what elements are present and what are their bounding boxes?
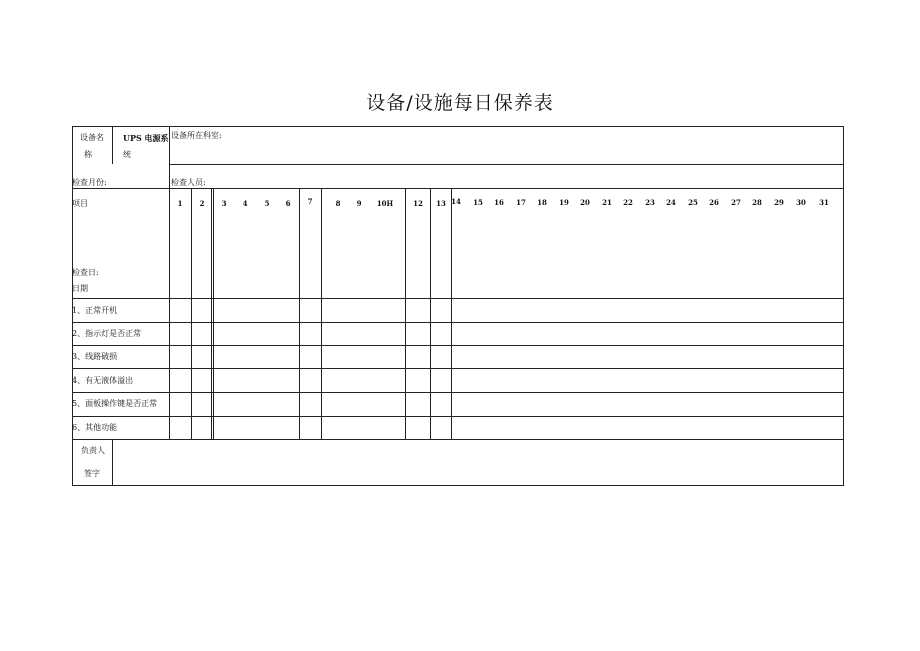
day-number: 30	[796, 198, 806, 207]
header-divider	[169, 164, 844, 165]
day-number: 12	[413, 199, 423, 208]
day-number: 10H	[376, 199, 394, 208]
day-number: 20	[580, 198, 590, 207]
day-col-line	[321, 188, 322, 440]
item-label-row: 2、指示灯是否正常	[72, 329, 142, 338]
sign-label-2: 签字	[84, 469, 100, 478]
day-number: 3	[221, 199, 227, 208]
item-label-row: 1、正常开机	[72, 306, 118, 315]
sign-label: 负责人	[81, 446, 105, 455]
day-col-line	[299, 188, 300, 440]
day-number: 28	[752, 198, 762, 207]
row-line	[72, 368, 844, 369]
day-number: 2	[199, 199, 205, 208]
day-number: 5	[264, 199, 270, 208]
day-number: 1	[177, 199, 183, 208]
day-col-line	[191, 188, 192, 440]
day-number: 8	[335, 199, 341, 208]
table-border-right	[843, 126, 844, 486]
signature-field[interactable]	[112, 447, 843, 485]
row-line	[72, 439, 844, 440]
day-number: 21	[602, 198, 612, 207]
day-number: 9	[356, 199, 362, 208]
date-label-2: 日期	[72, 284, 88, 293]
table-border-bottom	[72, 485, 844, 486]
date-label: 检查日:	[72, 268, 99, 277]
day-col-line	[451, 188, 452, 440]
day-number: 7	[307, 197, 313, 206]
page-title: 设备/设施每日保养表	[366, 92, 554, 114]
day-number: 16	[494, 198, 504, 207]
day-number: 15	[473, 198, 483, 207]
days-top	[169, 188, 844, 189]
day-number: 6	[285, 199, 291, 208]
row-line	[72, 392, 844, 393]
day-number: 23	[645, 198, 655, 207]
day-number: 14	[451, 197, 461, 206]
item-label-row: 3、线路破损	[72, 352, 118, 361]
item-label-row: 5、面板操作键是否正常	[72, 399, 158, 408]
item-label-row: 6、其他功能	[72, 423, 118, 432]
day-col-line	[213, 188, 214, 440]
day-col-line	[405, 188, 406, 440]
day-number: 19	[559, 198, 569, 207]
device-name-label-cont: 称	[84, 150, 92, 159]
row-line	[72, 416, 844, 417]
item-label-row: 4、有无液体溢出	[72, 376, 134, 385]
maintenance-table	[72, 126, 844, 486]
month-label: 检查月份:	[72, 178, 107, 187]
row-line	[72, 322, 844, 323]
day-number: 24	[666, 198, 676, 207]
day-number: 4	[242, 199, 248, 208]
row-line	[72, 345, 844, 346]
row-line	[72, 298, 844, 299]
device-name-value: UPS 电源系	[123, 133, 169, 143]
inspector-label: 检查人员:	[171, 178, 206, 187]
device-name-value-cont: 统	[123, 150, 131, 159]
day-number: 27	[731, 198, 741, 207]
name-label-divider	[112, 126, 113, 164]
day-col-line	[211, 188, 212, 440]
table-border-top	[72, 126, 844, 127]
day-col-line	[430, 188, 431, 440]
item-label: 项目	[72, 199, 88, 208]
device-name-label: 设备名	[80, 133, 104, 142]
department-label: 设备所在科室:	[171, 131, 222, 140]
day-number: 25	[688, 198, 698, 207]
day-number: 13	[436, 199, 446, 208]
day-number: 29	[774, 198, 784, 207]
day-number: 26	[709, 198, 719, 207]
day-number: 22	[623, 198, 633, 207]
day-number: 17	[516, 198, 526, 207]
day-number: 31	[819, 198, 829, 207]
day-number: 18	[537, 198, 547, 207]
